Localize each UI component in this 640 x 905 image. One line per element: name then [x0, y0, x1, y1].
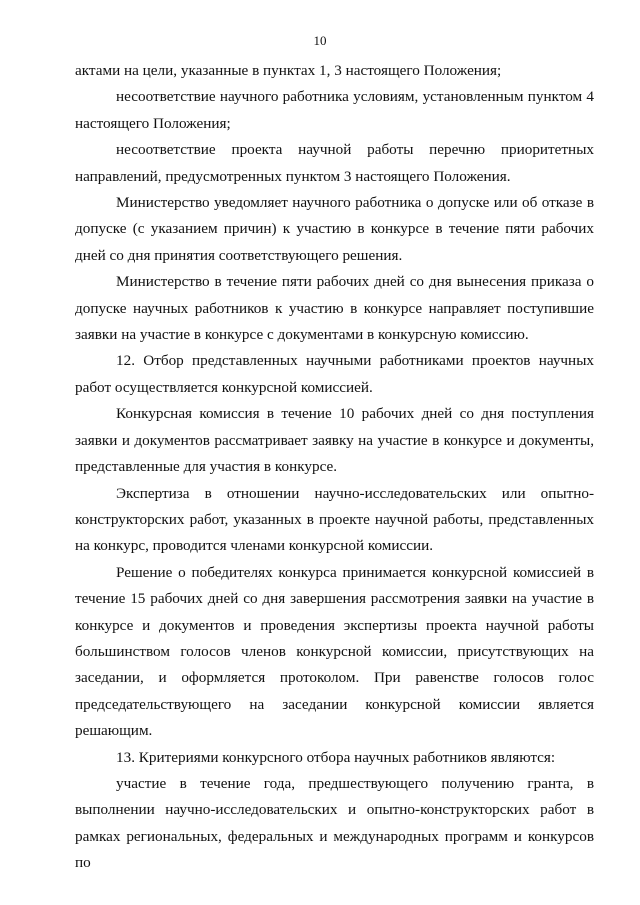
page-number: 10 — [313, 33, 327, 48]
paragraph-commission-review: Конкурсная комиссия в течение 10 рабочих дней со дня поступления заявки и документов рассматривает заявку на участие в конкурсе и документы, представленные для участия в конкурсе. — [75, 405, 594, 476]
paragraph-ministry-forwarding: Министерство в течение пяти рабочих дней со дня вынесения приказа о допуске научных работников к участию в конкурсе направляет поступившие заявки на участие в конкурсе с документами в конкурсную комиссию. — [75, 273, 594, 344]
paragraph-nonconformity-worker: несоответствие научного работника условиям, установленным пунктом 4 настоящего Положения; — [75, 88, 594, 132]
paragraph-winners-decision: Решение о победителях конкурса принимается конкурсной комиссией в течение 15 рабочих дней со дня завершения рассмотрения заявки на участие в конкурсе и документов и проведения экспертизы проекта научной работы большинством голосов членов конкурсной комиссии, присутствующих на заседании, и оформляется протоколом. При равенстве голосов голос председательствующего на заседании конкурсной комиссии является решающим. — [75, 563, 594, 740]
paragraph-nonconformity-project: несоответствие проекта научной работы перечню приоритетных направлений, предусмотренных пунктом 3 настоящего Положения. — [75, 141, 594, 185]
paragraph-clause-12: 12. Отбор представленных научными работниками проектов научных работ осуществляется конкурсной комиссией. — [75, 352, 594, 396]
document-body — [75, 58, 594, 877]
paragraph-ministry-notification: Министерство уведомляет научного работника о допуске или об отказе в допуске (с указанием причин) к участию в конкурсе в течение пяти рабочих дней со дня принятия соответствующего решения. — [75, 194, 594, 264]
paragraph-criteria-participation: участие в течение года, предшествующего получению гранта, в выполнении научно-исследовательских и опытно-конструкторских работ в рамках региональных, федеральных и международных программ и конкурсов по — [75, 774, 594, 872]
paragraph-expertise: Экспертиза в отношении научно-исследовательских или опытно-конструкторских работ, указанных в проекте научной работы, представленных на конкурс, проводится членами конкурсной комиссии. — [75, 484, 594, 555]
paragraph-clause-13: 13. Критериями конкурсного отбора научных работников являются: — [116, 748, 556, 766]
paragraph-continuation: актами на цели, указанные в пунктах 1, 3 настоящего Положения; — [75, 62, 502, 79]
